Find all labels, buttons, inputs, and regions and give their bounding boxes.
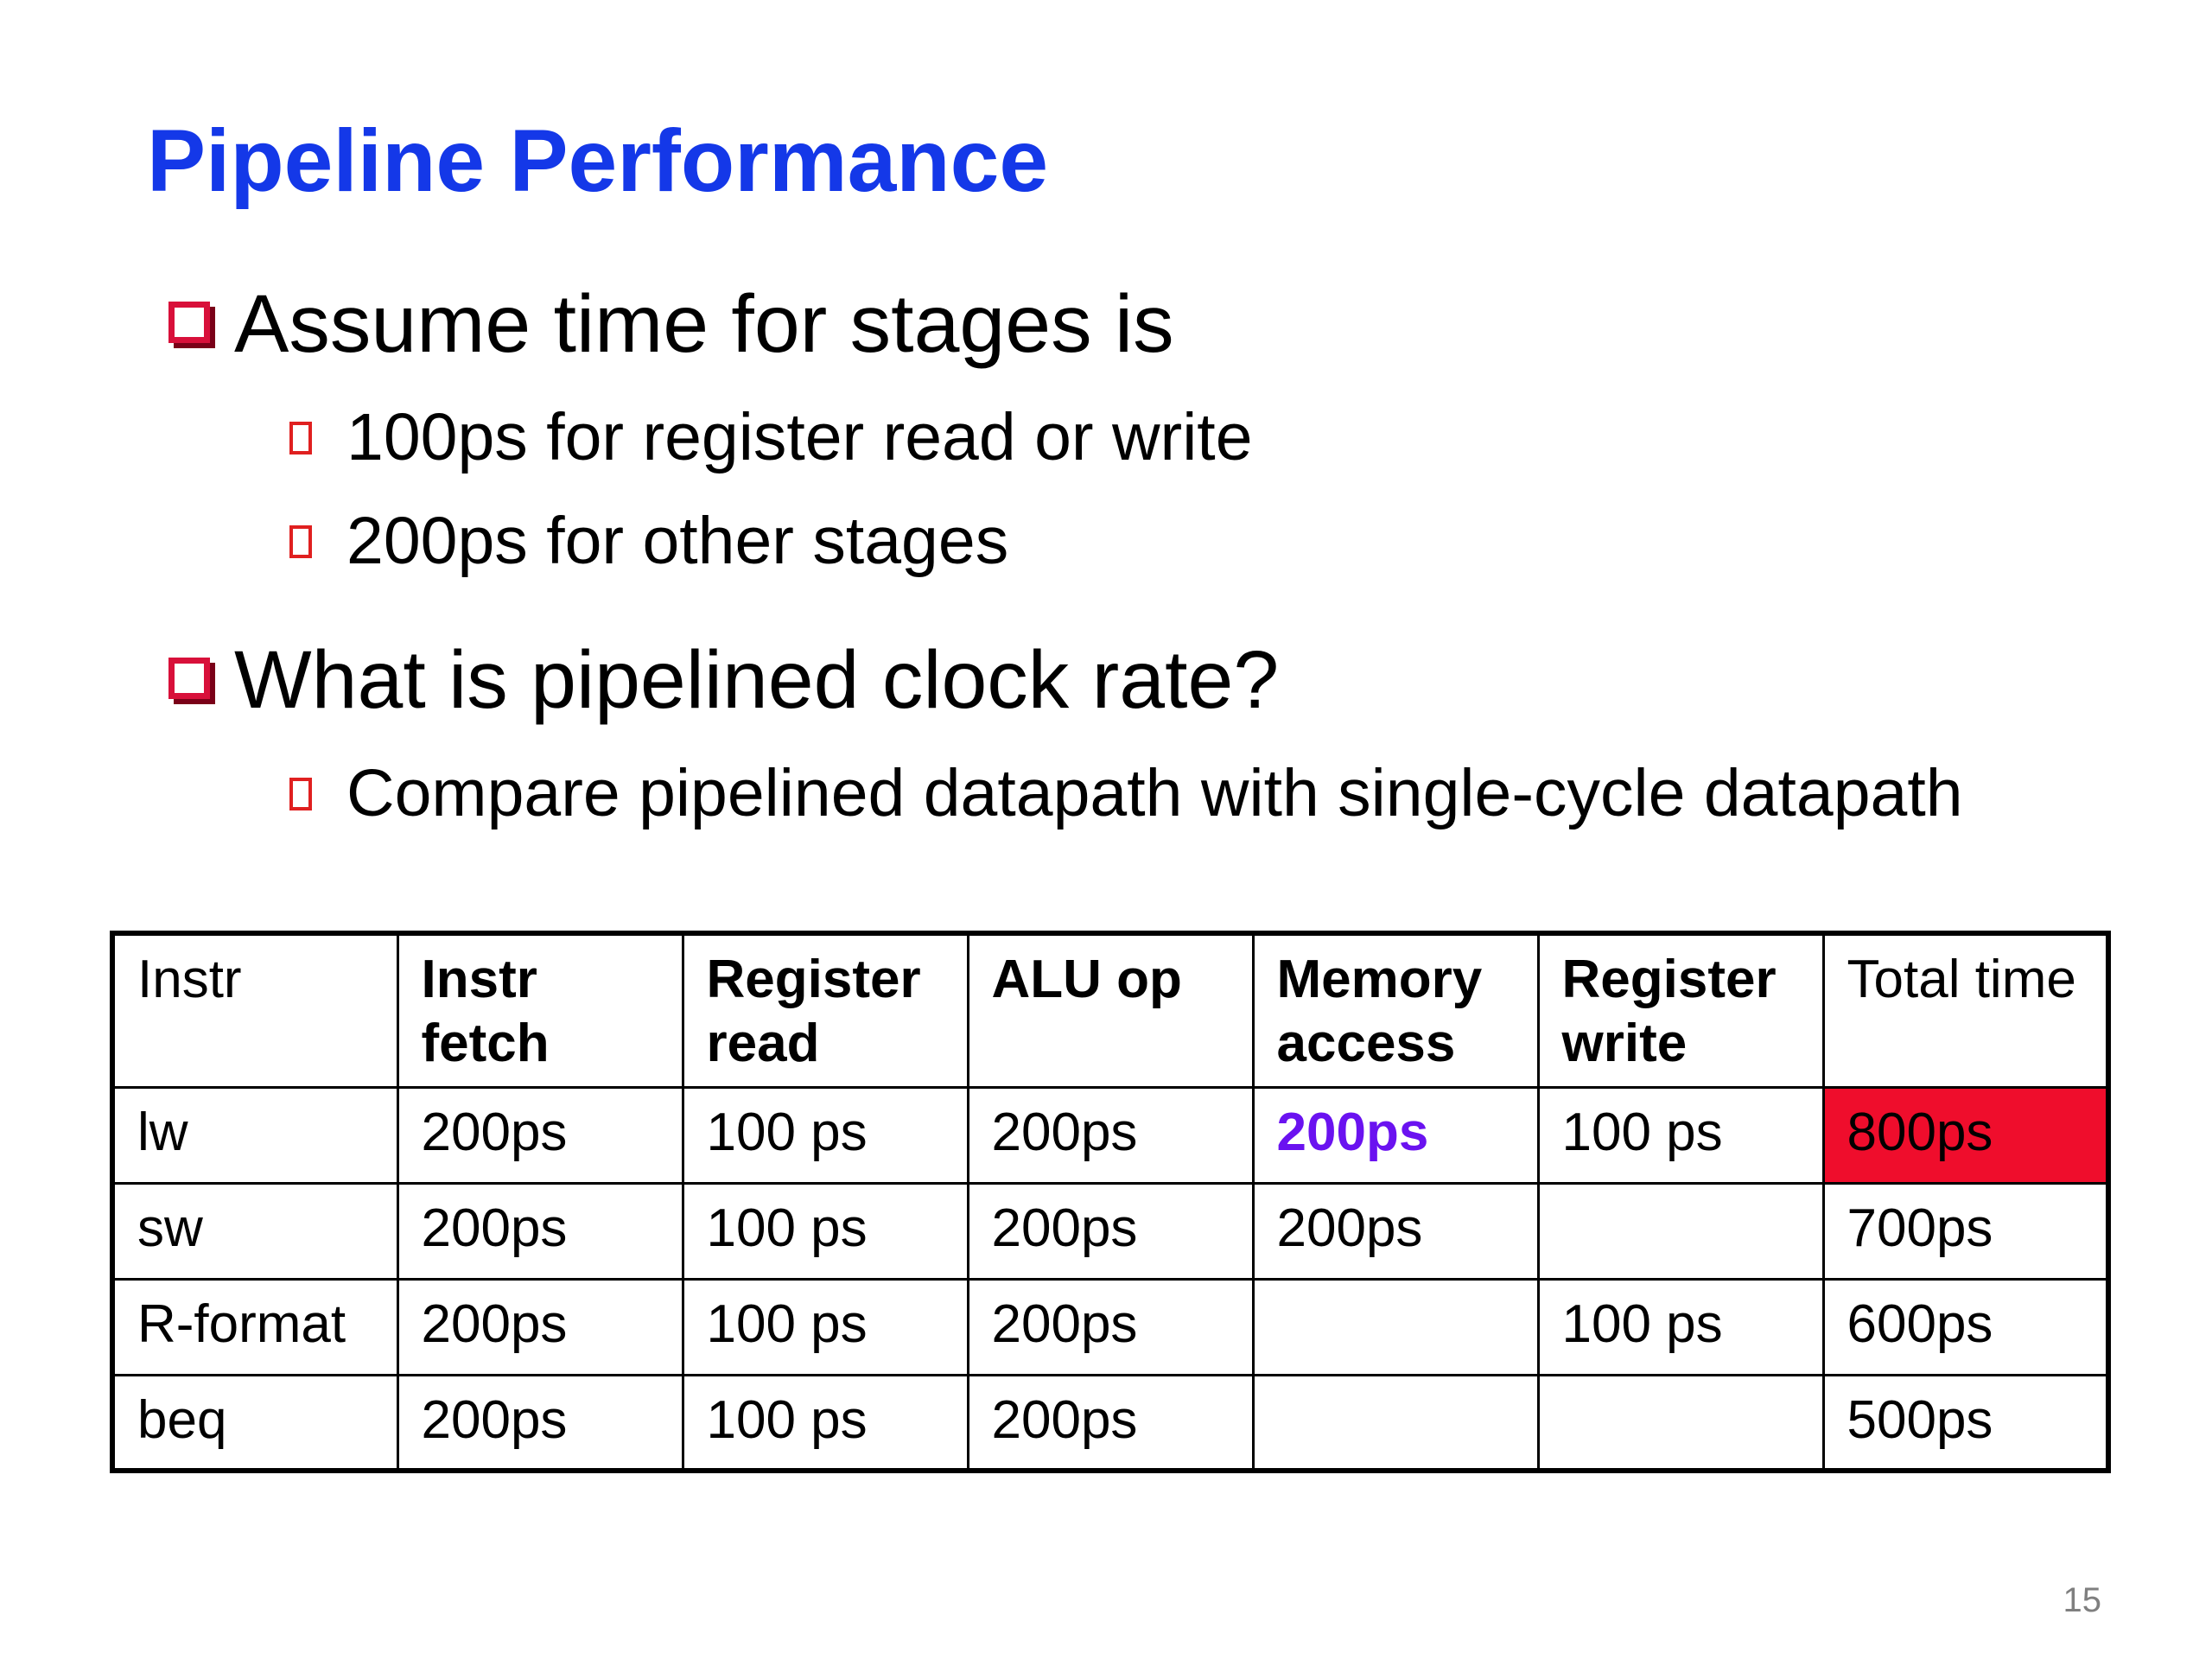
sub-bullet-item xyxy=(289,501,1008,581)
sub-bullet-text: 100ps for register read or write xyxy=(346,400,1253,474)
cell-instr-fetch: 200ps xyxy=(397,1183,683,1279)
cell-memory-access xyxy=(1253,1375,1538,1471)
sub-bullet-item xyxy=(289,753,1963,833)
sub-bullet-text: 200ps for other stages xyxy=(346,504,1009,578)
hollow-square-bullet-icon xyxy=(289,778,312,810)
bullet-text: Assume time for stages is xyxy=(234,278,1174,370)
bullet-item xyxy=(168,631,1279,729)
cell-instr: beq xyxy=(112,1375,397,1471)
bullet-item xyxy=(168,275,1174,373)
cell-register-write xyxy=(1538,1183,1823,1279)
table-header-row xyxy=(112,933,2108,1087)
header-instr-fetch: Instr fetch xyxy=(397,933,683,1087)
sub-bullet-item xyxy=(289,397,1253,477)
header-instr: Instr xyxy=(112,933,397,1087)
cell-instr: R-format xyxy=(112,1279,397,1375)
hollow-square-bullet-icon xyxy=(289,525,312,558)
cell-memory-access xyxy=(1253,1279,1538,1375)
bullet-text: What is pipelined clock rate? xyxy=(234,634,1280,726)
cell-register-read: 100 ps xyxy=(683,1375,968,1471)
cell-total-time: 500ps xyxy=(1823,1375,2108,1471)
sub-bullet-text: Compare pipelined datapath with single-cycle datapath xyxy=(346,756,1963,830)
cell-instr-fetch: 200ps xyxy=(397,1087,683,1183)
cell-alu-op: 200ps xyxy=(968,1279,1253,1375)
square-bullet-icon xyxy=(168,302,210,343)
cell-memory-access: 200ps xyxy=(1253,1087,1538,1183)
cell-memory-access: 200ps xyxy=(1253,1183,1538,1279)
cell-instr: sw xyxy=(112,1183,397,1279)
table-row xyxy=(112,1279,2108,1375)
cell-register-read: 100 ps xyxy=(683,1087,968,1183)
cell-register-write: 100 ps xyxy=(1538,1087,1823,1183)
cell-register-write xyxy=(1538,1375,1823,1471)
cell-alu-op: 200ps xyxy=(968,1183,1253,1279)
page-number: 15 xyxy=(2063,1581,2101,1619)
cell-instr-fetch: 200ps xyxy=(397,1375,683,1471)
table-row xyxy=(112,1183,2108,1279)
header-alu-op: ALU op xyxy=(968,933,1253,1087)
cell-instr: lw xyxy=(112,1087,397,1183)
cell-register-write: 100 ps xyxy=(1538,1279,1823,1375)
table-row xyxy=(112,1375,2108,1471)
cell-register-read: 100 ps xyxy=(683,1183,968,1279)
header-total-time: Total time xyxy=(1823,933,2108,1087)
cell-total-time: 600ps xyxy=(1823,1279,2108,1375)
header-memory-access: Memory access xyxy=(1253,933,1538,1087)
stage-timing-table xyxy=(110,931,2111,1473)
square-bullet-icon xyxy=(168,658,210,699)
cell-alu-op: 200ps xyxy=(968,1087,1253,1183)
cell-instr-fetch: 200ps xyxy=(397,1279,683,1375)
table-row xyxy=(112,1087,2108,1183)
header-register-read: Register read xyxy=(683,933,968,1087)
cell-total-time: 800ps xyxy=(1823,1087,2108,1183)
header-register-write: Register write xyxy=(1538,933,1823,1087)
cell-register-read: 100 ps xyxy=(683,1279,968,1375)
cell-alu-op: 200ps xyxy=(968,1375,1253,1471)
slide-title: Pipeline Performance xyxy=(147,111,1049,210)
hollow-square-bullet-icon xyxy=(289,422,312,454)
cell-total-time: 700ps xyxy=(1823,1183,2108,1279)
